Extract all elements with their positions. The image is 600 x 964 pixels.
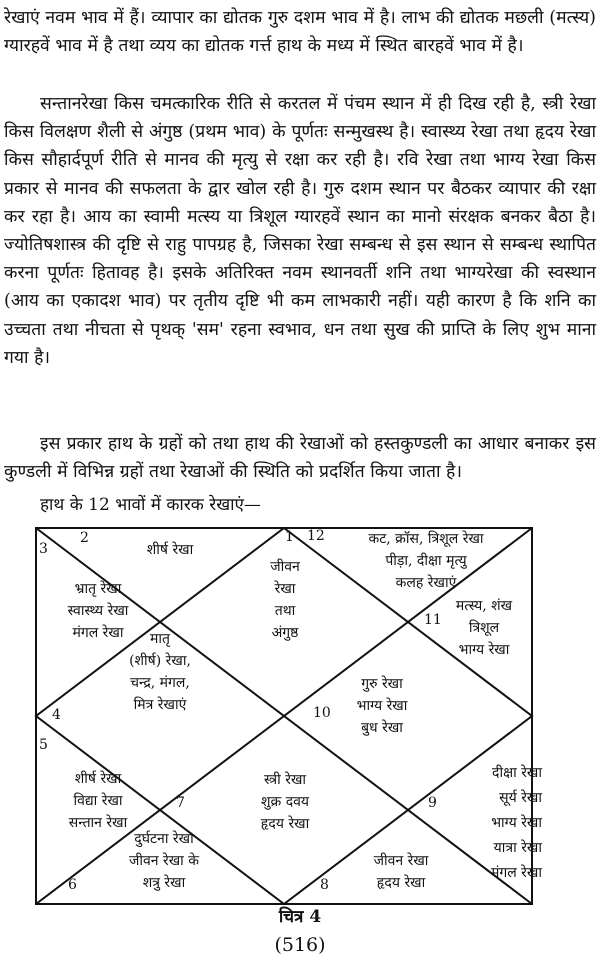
house-3-text: भ्रातृ रेखा स्वास्थ्य रेखा मंगल रेखा (67, 581, 129, 641)
house-5-text: शीर्ष रेखा विद्या रेखा सन्तान रेखा (68, 771, 128, 831)
house-number-5: 5 (39, 737, 48, 753)
house-12-text: कट, क्रॉस, त्रिशूल रेखा पीड़ा, दीक्षा मृत्यु कलह रेखाएं (368, 531, 484, 591)
house-number-11: 11 (424, 612, 442, 628)
house-6-text: दुर्घटना रेखा जीवन रेखा के शत्रु रेखा (128, 831, 200, 891)
house-number-6: 6 (68, 877, 77, 893)
house-2-text: शीर्ष रेखा (146, 542, 194, 558)
chart-caption: हाथ के 12 भावों में कारक रेखाएं— (40, 495, 261, 515)
paragraph-3: इस प्रकार हाथ के ग्रहों को तथा हाथ की रेखाओं को हस्तकुण्डली का आधार बनाकर इस कुण्डली में विभिन्न ग्रहों तथा रेखाओं की स्थिति को प्रदर्शित किया जाता है। (4, 434, 596, 483)
paragraph-2: सन्तानरेखा किस चमत्कारिक रीति से करतल में पंचम स्थान में ही दिख रही है, स्त्री रेखा किस विलक्षण शैली से अंगुष्ठ (प्रथम भाव) के पूर्णतः सन्मुखस्थ है। स्वास्थ्य रेखा तथा हृदय रेखा किस सौहार्दपूर्ण रीति से मानव की मृत्यु से रक्षा कर रही है। रवि रेखा तथा भाग्य रेखा किस प्रकार से मानव की सफलता के द्वार खोल रही है। गुरु दशम स्थान पर बैठकर व्यापार की रक्षा कर रहा है। आय का स्वामी मत्स्य या त्रिशूल ग्यारहवें स्थान का मानो संरक्षक बनकर बैठा है। ज्योतिषशास्त्र की दृष्टि से राहु पापग्रह है, जिसका रेखा सम्बन्ध से इस स्थान से सम्बन्ध स्थापित करना पूर्णतः हितावह है। इसके अतिरिक्त नवम स्थानवर्ती शनि तथा भाग्यरेखा की स्वस्थान (आय का एकादश भाव) पर तृतीय दृष्टि भी कम लाभकारी नहीं। यही कारण है कि शनि का उच्चता तथा नीचता से पृथक् 'सम' रहना स्वभाव, धन तथा सुख की प्राप्ति के लिए शुभ माना गया है। (4, 94, 596, 368)
house-number-8: 8 (320, 877, 329, 893)
page-number: (516) (274, 934, 326, 956)
house-4-text: मातृ (शीर्ष) रेखा, चन्द्र, मंगल, मित्र रेखाएं (129, 631, 191, 713)
house-number-10: 10 (313, 705, 331, 721)
house-11-text: मत्स्य, शंख त्रिशूल भाग्य रेखा (455, 598, 513, 658)
house-8-text: जीवन रेखा हृदय रेखा (373, 853, 429, 891)
house-7-text: स्त्री रेखा शुक्र दवय हृदय रेखा (260, 772, 310, 832)
house-9-text: दीक्षा रेखा सूर्य रेखा भाग्य रेखा यात्रा रेखा मंगल रेखा (490, 765, 542, 881)
house-number-9: 9 (428, 795, 437, 811)
house-number-4: 4 (52, 707, 61, 723)
house-number-12: 12 (307, 528, 325, 544)
house-number-1: 1 (285, 529, 294, 545)
house-10-text: गुरु रेखा भाग्य रेखा बुध रेखा (356, 676, 408, 736)
house-number-2: 2 (80, 530, 89, 546)
paragraph-1: रेखाएं नवम भाव में हैं। व्यापार का द्योतक गुरु दशम भाव में है। लाभ की द्योतक मछली (मत्स्य) ग्यारहवें भाव में है तथा व्यय का द्योतक गर्त्त हाथ के मध्य में स्थित बारहवें भाव में है। (4, 8, 596, 57)
house-number-7: 7 (176, 795, 185, 811)
house-number-3: 3 (39, 541, 48, 557)
house-1-text: जीवन रेखा तथा अंगुष्ठ (270, 559, 300, 641)
figure-label: चित्र 4 (278, 907, 322, 927)
